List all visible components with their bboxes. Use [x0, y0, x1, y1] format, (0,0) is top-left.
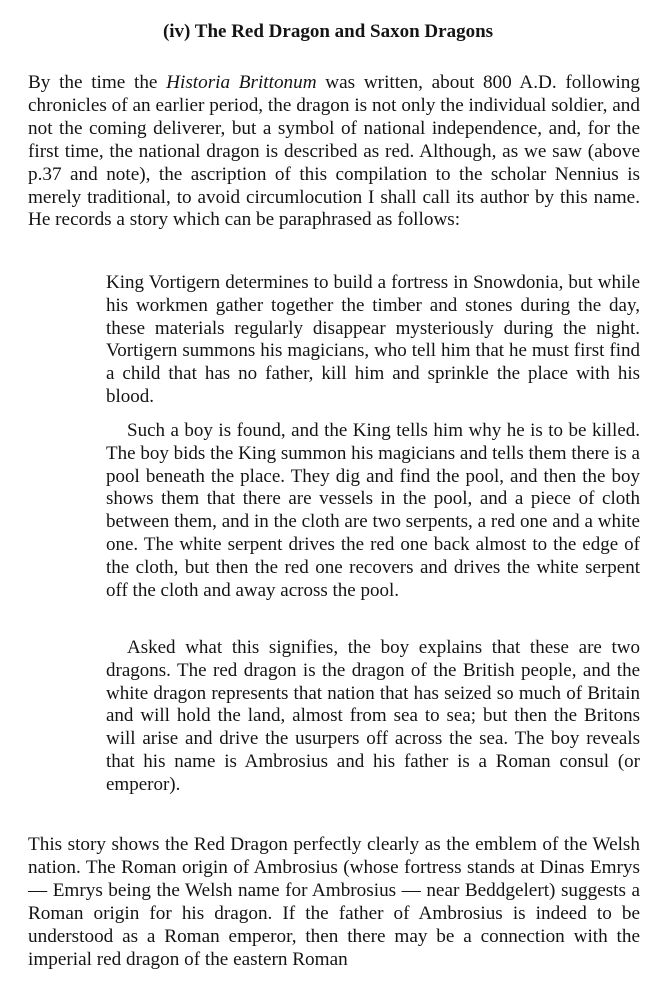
- closing-paragraph: This story shows the Red Dragon perfectly clearly as the emblem of the Welsh nation. The Roman origin of Ambrosius (whose fortress stands at Dinas Emrys — Emrys being the Welsh name for Ambrosius — near Beddgelert) suggests a Roman origin for his dragon. If the father of Ambrosius is indeed to be understood as a Roman emperor, then there may be a connection with the imperial red dragon of the eastern Roman: [28, 834, 640, 970]
- quote-paragraph-vortigern: King Vortigern determines to build a fortress in Snowdonia, but while his workmen gather together the timber and stones during the day, these materials regularly disappear mysteriously during the night. Vortigern summons his magicians, who tell him that he must first find a child that has no father, kill him and sprinkle the place with his blood.: [106, 272, 640, 407]
- intro-paragraph: [28, 72, 640, 232]
- intro-text-start: By the time the: [28, 72, 167, 93]
- intro-text-rest: was written, about 800 A.D. following chronicles of an earlier period, the dragon is not only the individual soldier, and not the coming deliverer, but a symbol of national independence, and, for the first time, the national dragon is described as red. Although, as we saw (above p.37 and note), the ascription of this compilation to the scholar Nennius is merely traditional, to avoid circumlocution I shall call its author by this name. He records a story which can be paraphrased as follows:: [28, 72, 640, 231]
- quote-paragraph-serpents: Such a boy is found, and the King tells him why he is to be killed. The boy bids the King summon his magicians and tells them there is a pool beneath the place. They dig and find the pool, and then the boy shows them that there are vessels in the pool, and a piece of cloth between them, and in the cloth are two serpents, a red one and a white one. The white serpent drives the red one back almost to the edge of the cloth, but then the red one recovers and drives the white serpent off the cloth and away across the pool.: [106, 420, 640, 601]
- historia-brittonum-title: Historia Brittonum: [166, 72, 317, 93]
- section-heading: (iv) The Red Dragon and Saxon Dragons: [162, 21, 494, 42]
- quote-paragraph-meaning: Asked what this signifies, the boy explains that these are two dragons. The red dragon is the dragon of the British people, and the white dragon represents that nation that has seized so much of Britain and will hold the land, almost from sea to sea; but then the Britons will arise and drive the usurpers off across the sea. The boy reveals that his name is Ambrosius and his father is a Roman consul (or emperor).: [106, 637, 640, 795]
